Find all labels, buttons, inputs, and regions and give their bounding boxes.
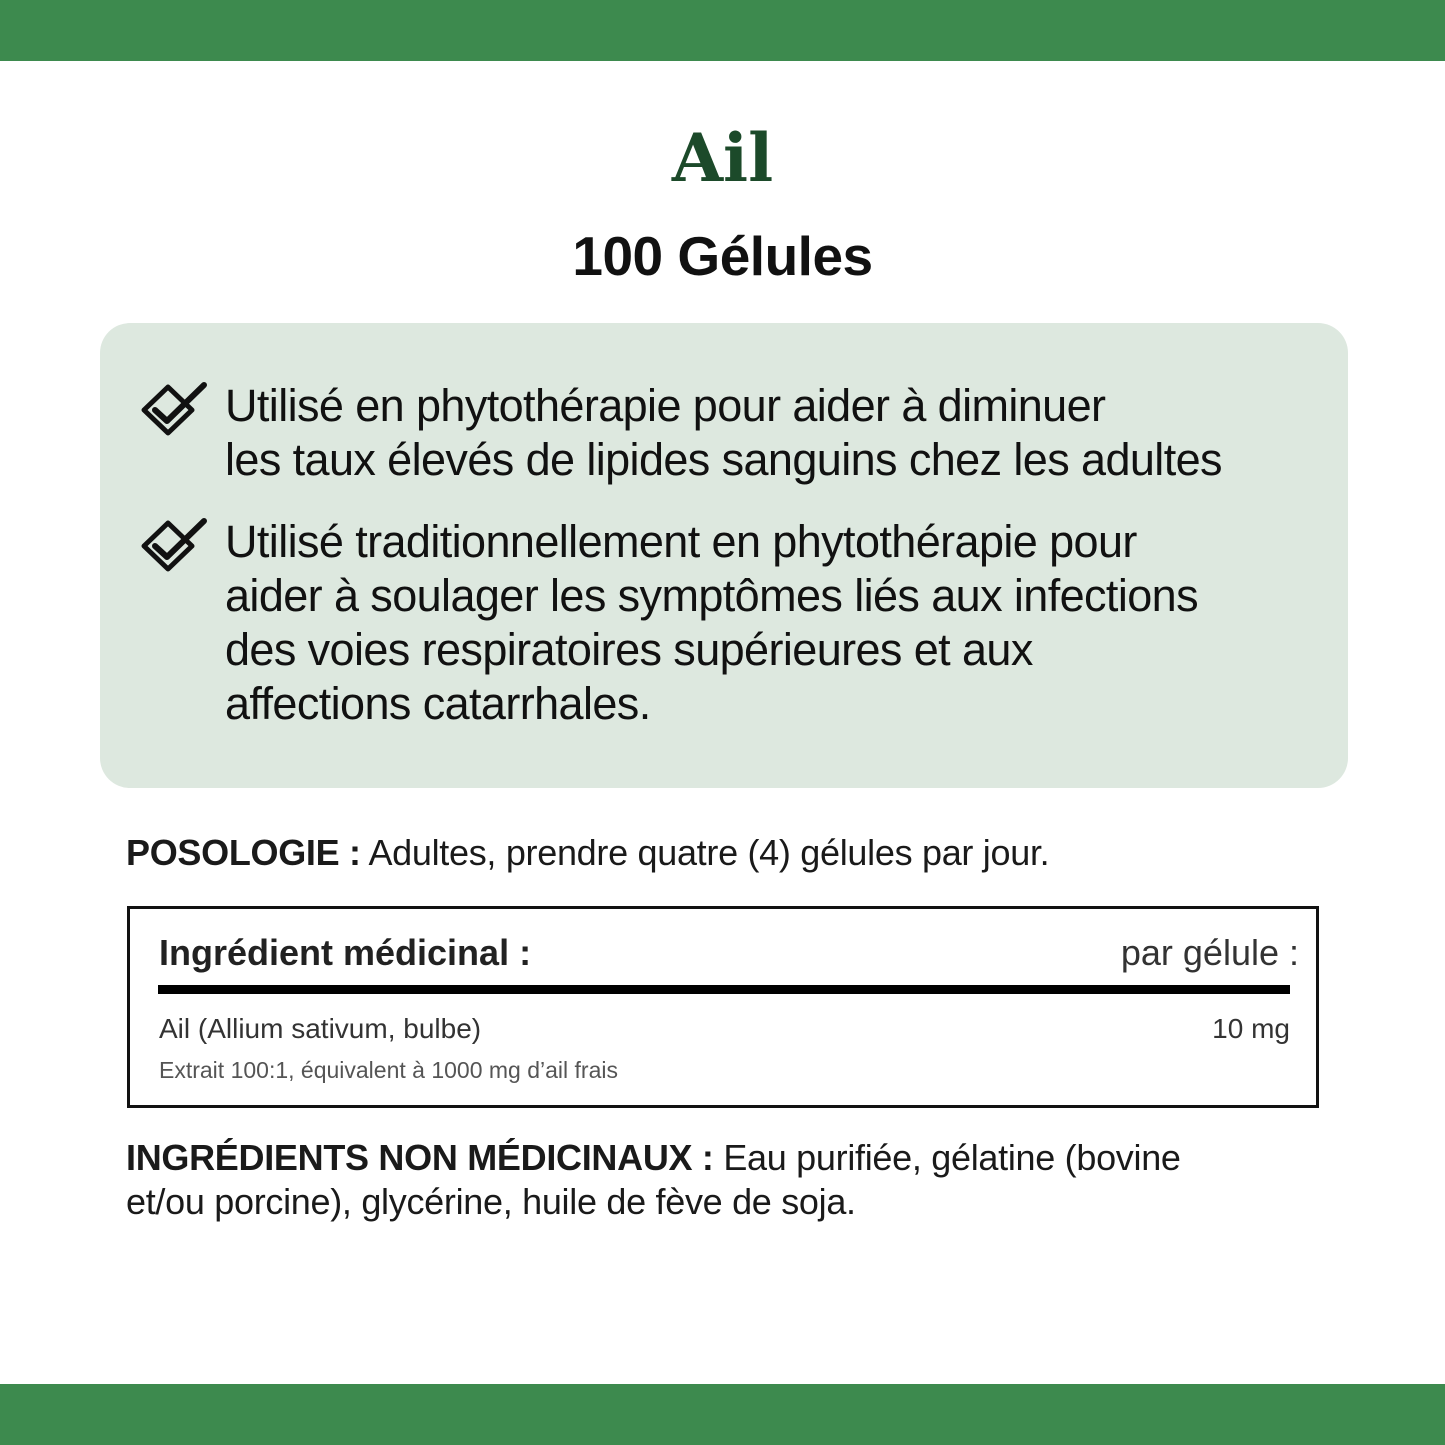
product-count: 100 Gélules — [572, 225, 873, 287]
checkmark-icon — [138, 379, 208, 443]
ingredient-note: Extrait 100:1, équivalent à 1000 mg d’ail frais — [159, 1057, 618, 1083]
claim-text: Utilisé en phytothérapie pour aider à diminuer les taux élevés de lipides sanguins chez les adultes — [225, 380, 1222, 485]
table-divider — [158, 985, 1290, 994]
top-green-band — [0, 0, 1445, 61]
ingredient-name: Ail (Allium sativum, bulbe) — [159, 1013, 482, 1044]
claim-item — [138, 515, 1318, 731]
dosage-label: POSOLOGIE : — [126, 832, 361, 873]
dosage-line — [126, 828, 1326, 878]
non-medicinal-text: Eau purifiée, gélatine (bovine et/ou porcine), glycérine, huile de fève de soja. — [126, 1137, 1181, 1222]
bottom-green-band — [0, 1384, 1445, 1445]
claim-text: Utilisé traditionnellement en phytothérapie pour aider à soulager les symptômes liés aux infections des voies respiratoires supérieures et aux affections catarrhales. — [225, 516, 1198, 729]
product-title: Ail — [671, 119, 774, 197]
dosage-text: Adultes, prendre quatre (4) gélules par jour. — [360, 832, 1050, 873]
table-header-ingredient: Ingrédient médicinal : — [159, 932, 532, 973]
claim-item — [138, 379, 1318, 487]
checkmark-icon — [138, 515, 208, 579]
claims-panel — [100, 323, 1348, 788]
non-medicinal-ingredients — [126, 1136, 1226, 1224]
non-medicinal-label: INGRÉDIENTS NON MÉDICINAUX : — [126, 1137, 714, 1178]
medicinal-ingredient-table — [127, 906, 1319, 1108]
table-header-per-capsule: par gélule : — [1120, 932, 1299, 973]
ingredient-amount: 10 mg — [1212, 1013, 1290, 1044]
